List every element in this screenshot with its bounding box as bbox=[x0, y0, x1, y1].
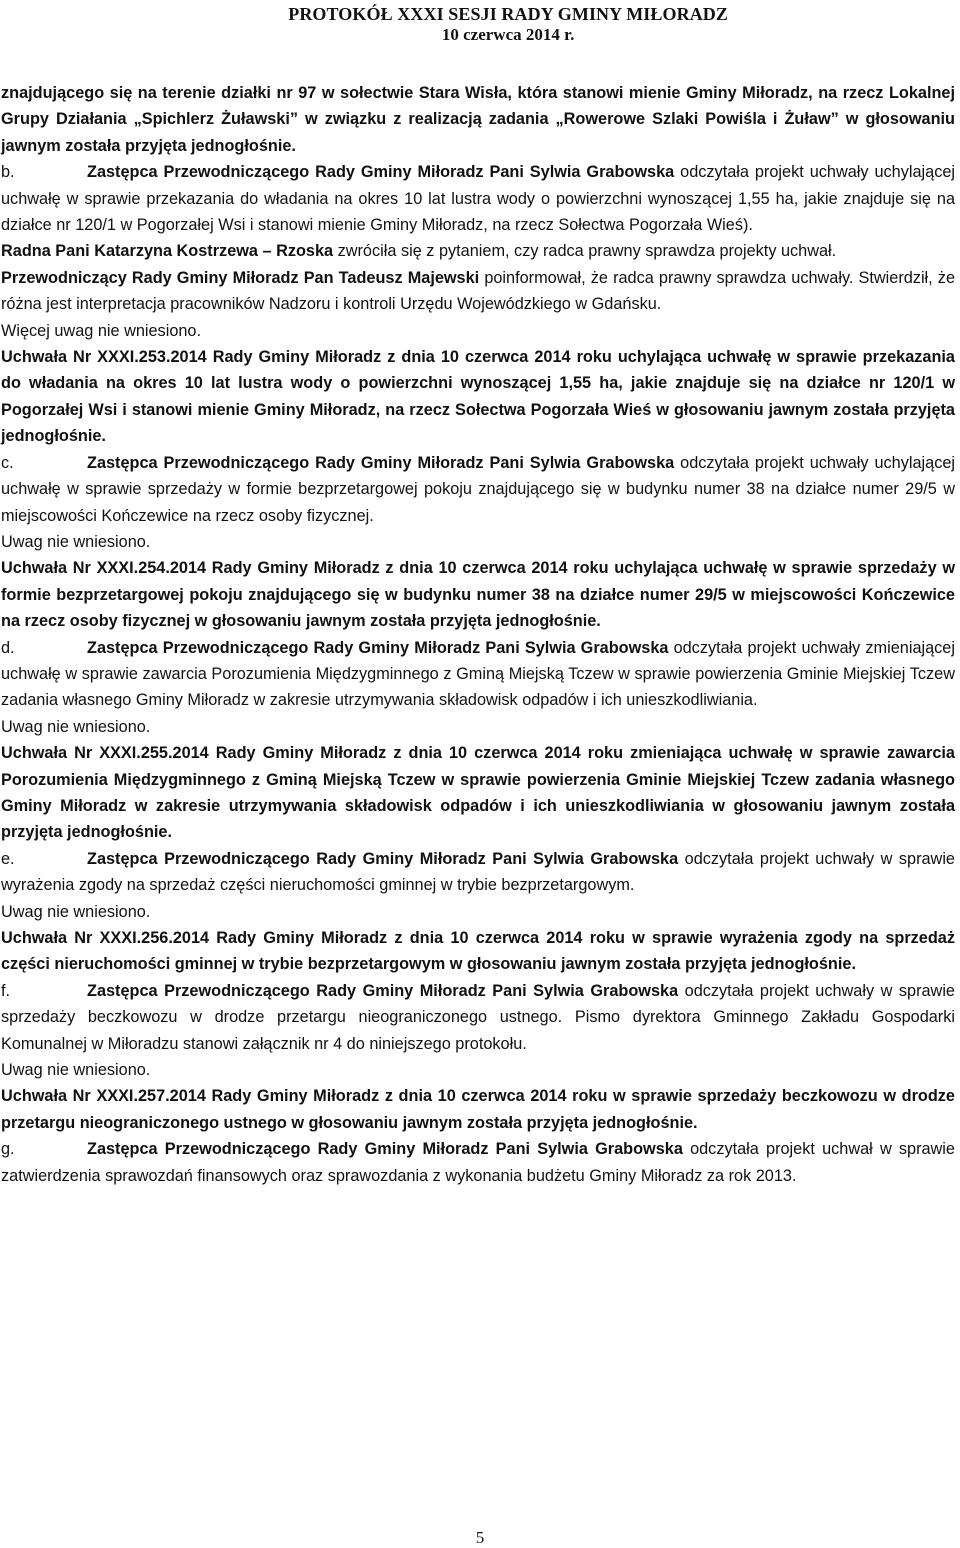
intro-paragraph: znajdującego się na terenie działki nr 97 w sołectwie Stara Wisła, która stanowi mienie Gminy Miłoradz, na rzecz Lokalnej Grupy Działania „Spichlerz Żuławski” w związku z realizacją zadania „Rowerowe Szlaki Powiśla i Żuław” w głosowaniu jawnym została przyjęta jednogłośnie. bbox=[1, 84, 955, 155]
resolution-257: Uchwała Nr XXXI.257.2014 Rady Gminy Miłoradz z dnia 10 czerwca 2014 roku w sprawie sprzedaży beczkowozu w drodze przetargu nieograniczonego ustnego w głosowaniu jawnym została przyjęta jednogłośnie. bbox=[1, 1087, 955, 1132]
item-b bbox=[1, 159, 955, 238]
item-text: odczytała projekt uchwały w sprawie wyrażenia zgody na sprzedaż części nieruchomości gminnej w trybie bezprzetargowym. bbox=[1, 849, 955, 895]
protocol-title: PROTOKÓŁ XXXI SESJI RADY GMINY MIŁORADZ bbox=[288, 4, 728, 24]
item-text: odczytała projekt uchwały uchylającej uchwałę w sprawie sprzedaży w formie bezprzetargowej pokoju znajdującego się w budynku numer 38 na działce numer 29/5 w miejscowości Kończewice na rzecz osoby fizycznej. bbox=[1, 453, 956, 525]
remarks-text: Uwag nie wniesiono. bbox=[1, 532, 151, 551]
session-date: 10 czerwca 2014 r. bbox=[441, 25, 575, 44]
item-speaker: Zastępca Przewodniczącego Rady Gminy Miłoradz Pani Sylwia Grabowska bbox=[87, 1140, 683, 1159]
item-letter: d. bbox=[1, 638, 15, 657]
item-f bbox=[1, 978, 955, 1057]
page-number: 5 bbox=[475, 1528, 485, 1547]
resolution-254: Uchwała Nr XXXI.254.2014 Rady Gminy Miłoradz z dnia 10 czerwca 2014 roku uchylająca uchwałę w sprawie sprzedaży w formie bezprzetargowej pokoju znajdującego się w budynku numer 38 na działce numer 29/5 w miejscowości Kończewice na rzecz osoby fizycznej w głosowaniu jawnym została przyjęta jednogłośnie. bbox=[1, 559, 955, 631]
item-speaker: Zastępca Przewodniczącego Rady Gminy Miłoradz Pani Sylwia Grabowska bbox=[87, 981, 679, 1000]
answer-speaker: Przewodniczący Rady Gminy Miłoradz Pan Tadeusz Majewski bbox=[1, 268, 480, 287]
item-g bbox=[1, 1136, 955, 1189]
item-letter: f. bbox=[1, 981, 11, 1000]
remarks-text: Uwag nie wniesiono. bbox=[1, 902, 151, 921]
remarks-text: Uwag nie wniesiono. bbox=[1, 1061, 151, 1080]
document-body bbox=[1, 80, 955, 1189]
answer-text: poinformował, że radca prawny sprawdza uchwały. Stwierdził, że różna jest interpretacja pracowników Nadzoru i kontroli Urzędu Wojewódzkiego w Gdańsku. bbox=[1, 268, 955, 314]
question-speaker: Radna Pani Katarzyna Kostrzewa – Rzoska bbox=[1, 242, 334, 261]
resolution-256: Uchwała Nr XXXI.256.2014 Rady Gminy Miłoradz z dnia 10 czerwca 2014 roku w sprawie wyrażenia zgody na sprzedaż części nieruchomości gminnej w trybie bezprzetargowym w głosowaniu jawnym została przyjęta jednogłośnie. bbox=[1, 929, 955, 974]
item-speaker: Zastępca Przewodniczącego Rady Gminy Miłoradz Pani Sylwia Grabowska bbox=[87, 163, 675, 182]
resolution-255: Uchwała Nr XXXI.255.2014 Rady Gminy Miłoradz z dnia 10 czerwca 2014 roku zmieniająca uchwałę w sprawie zawarcia Porozumienia Międzygminnego z Gminą Miejską Tczew w sprawie powierzenia Gminie Miejskiej Tczew zadania własnego Gminy Miłoradz w zakresie utrzymywania składowisk odpadów i ich unieszkodliwiania w głosowaniu jawnym została przyjęta jednogłośnie. bbox=[1, 744, 955, 842]
resolution-253: Uchwała Nr XXXI.253.2014 Rady Gminy Miłoradz z dnia 10 czerwca 2014 roku uchylająca uchwałę w sprawie przekazania do władania na okres 10 lat lustra wody o powierzchni wynoszącej 1,55 ha, jakie znajduje się na działce nr 120/1 w Pogorzałej Wsi i stanowi mienie Gminy Miłoradz, na rzecz Sołectwa Pogorzała Wieś w głosowaniu jawnym została przyjęta jednogłośnie. bbox=[1, 348, 955, 446]
item-text: odczytała projekt uchwały w sprawie sprzedaży beczkowozu w drodze przetargu nieograniczonego ustnego. Pismo dyrektora Gminnego Zakładu Gospodarki Komunalnej w Miłoradzu stanowi załącznik nr 4 do niniejszego protokołu. bbox=[1, 981, 955, 1053]
item-letter: g. bbox=[1, 1140, 15, 1159]
item-speaker: Zastępca Przewodniczącego Rady Gminy Miłoradz Pani Sylwia Grabowska bbox=[87, 453, 675, 472]
item-text: odczytała projekt uchwały uchylającej uchwałę w sprawie przekazania do władania na okres 10 lat lustra wody o powierzchni wynoszącej 1,55 ha, jakie znajduje się na działce nr 120/1 w Pogorzałej Wsi i stanowi mienie Gminy Miłoradz, na rzecz Sołectwa Pogorzała Wieś). bbox=[1, 163, 956, 235]
item-c bbox=[1, 450, 955, 529]
item-d bbox=[1, 635, 955, 714]
item-letter: b. bbox=[1, 163, 15, 182]
remarks-text: Uwag nie wniesiono. bbox=[1, 717, 151, 736]
answer-paragraph bbox=[1, 265, 955, 318]
item-text: odczytała projekt uchwał w sprawie zatwierdzenia sprawozdań finansowych oraz sprawozdania z wykonania budżetu Gminy Miłoradz za rok 2013. bbox=[1, 1140, 955, 1185]
item-letter: c. bbox=[1, 453, 14, 472]
item-text: odczytała projekt uchwały zmieniającej uchwałę w sprawie zawarcia Porozumienia Międzygminnego z Gminą Miejską Tczew w sprawie powierzenia Gminie Miejskiej Tczew zadania własnego Gminy Miłoradz w zakresie utrzymywania składowisk odpadów i ich unieszkodliwiania. bbox=[1, 638, 955, 710]
page-header bbox=[288, 4, 728, 45]
question-paragraph bbox=[1, 238, 955, 264]
question-text: zwróciła się z pytaniem, czy radca prawny sprawdza projekty uchwał. bbox=[337, 242, 837, 261]
remarks-text: Więcej uwag nie wniesiono. bbox=[1, 321, 202, 340]
item-speaker: Zastępca Przewodniczącego Rady Gminy Miłoradz Pani Sylwia Grabowska bbox=[87, 849, 679, 868]
item-e bbox=[1, 846, 955, 899]
item-speaker: Zastępca Przewodniczącego Rady Gminy Miłoradz Pani Sylwia Grabowska bbox=[87, 638, 669, 657]
item-letter: e. bbox=[1, 849, 15, 868]
